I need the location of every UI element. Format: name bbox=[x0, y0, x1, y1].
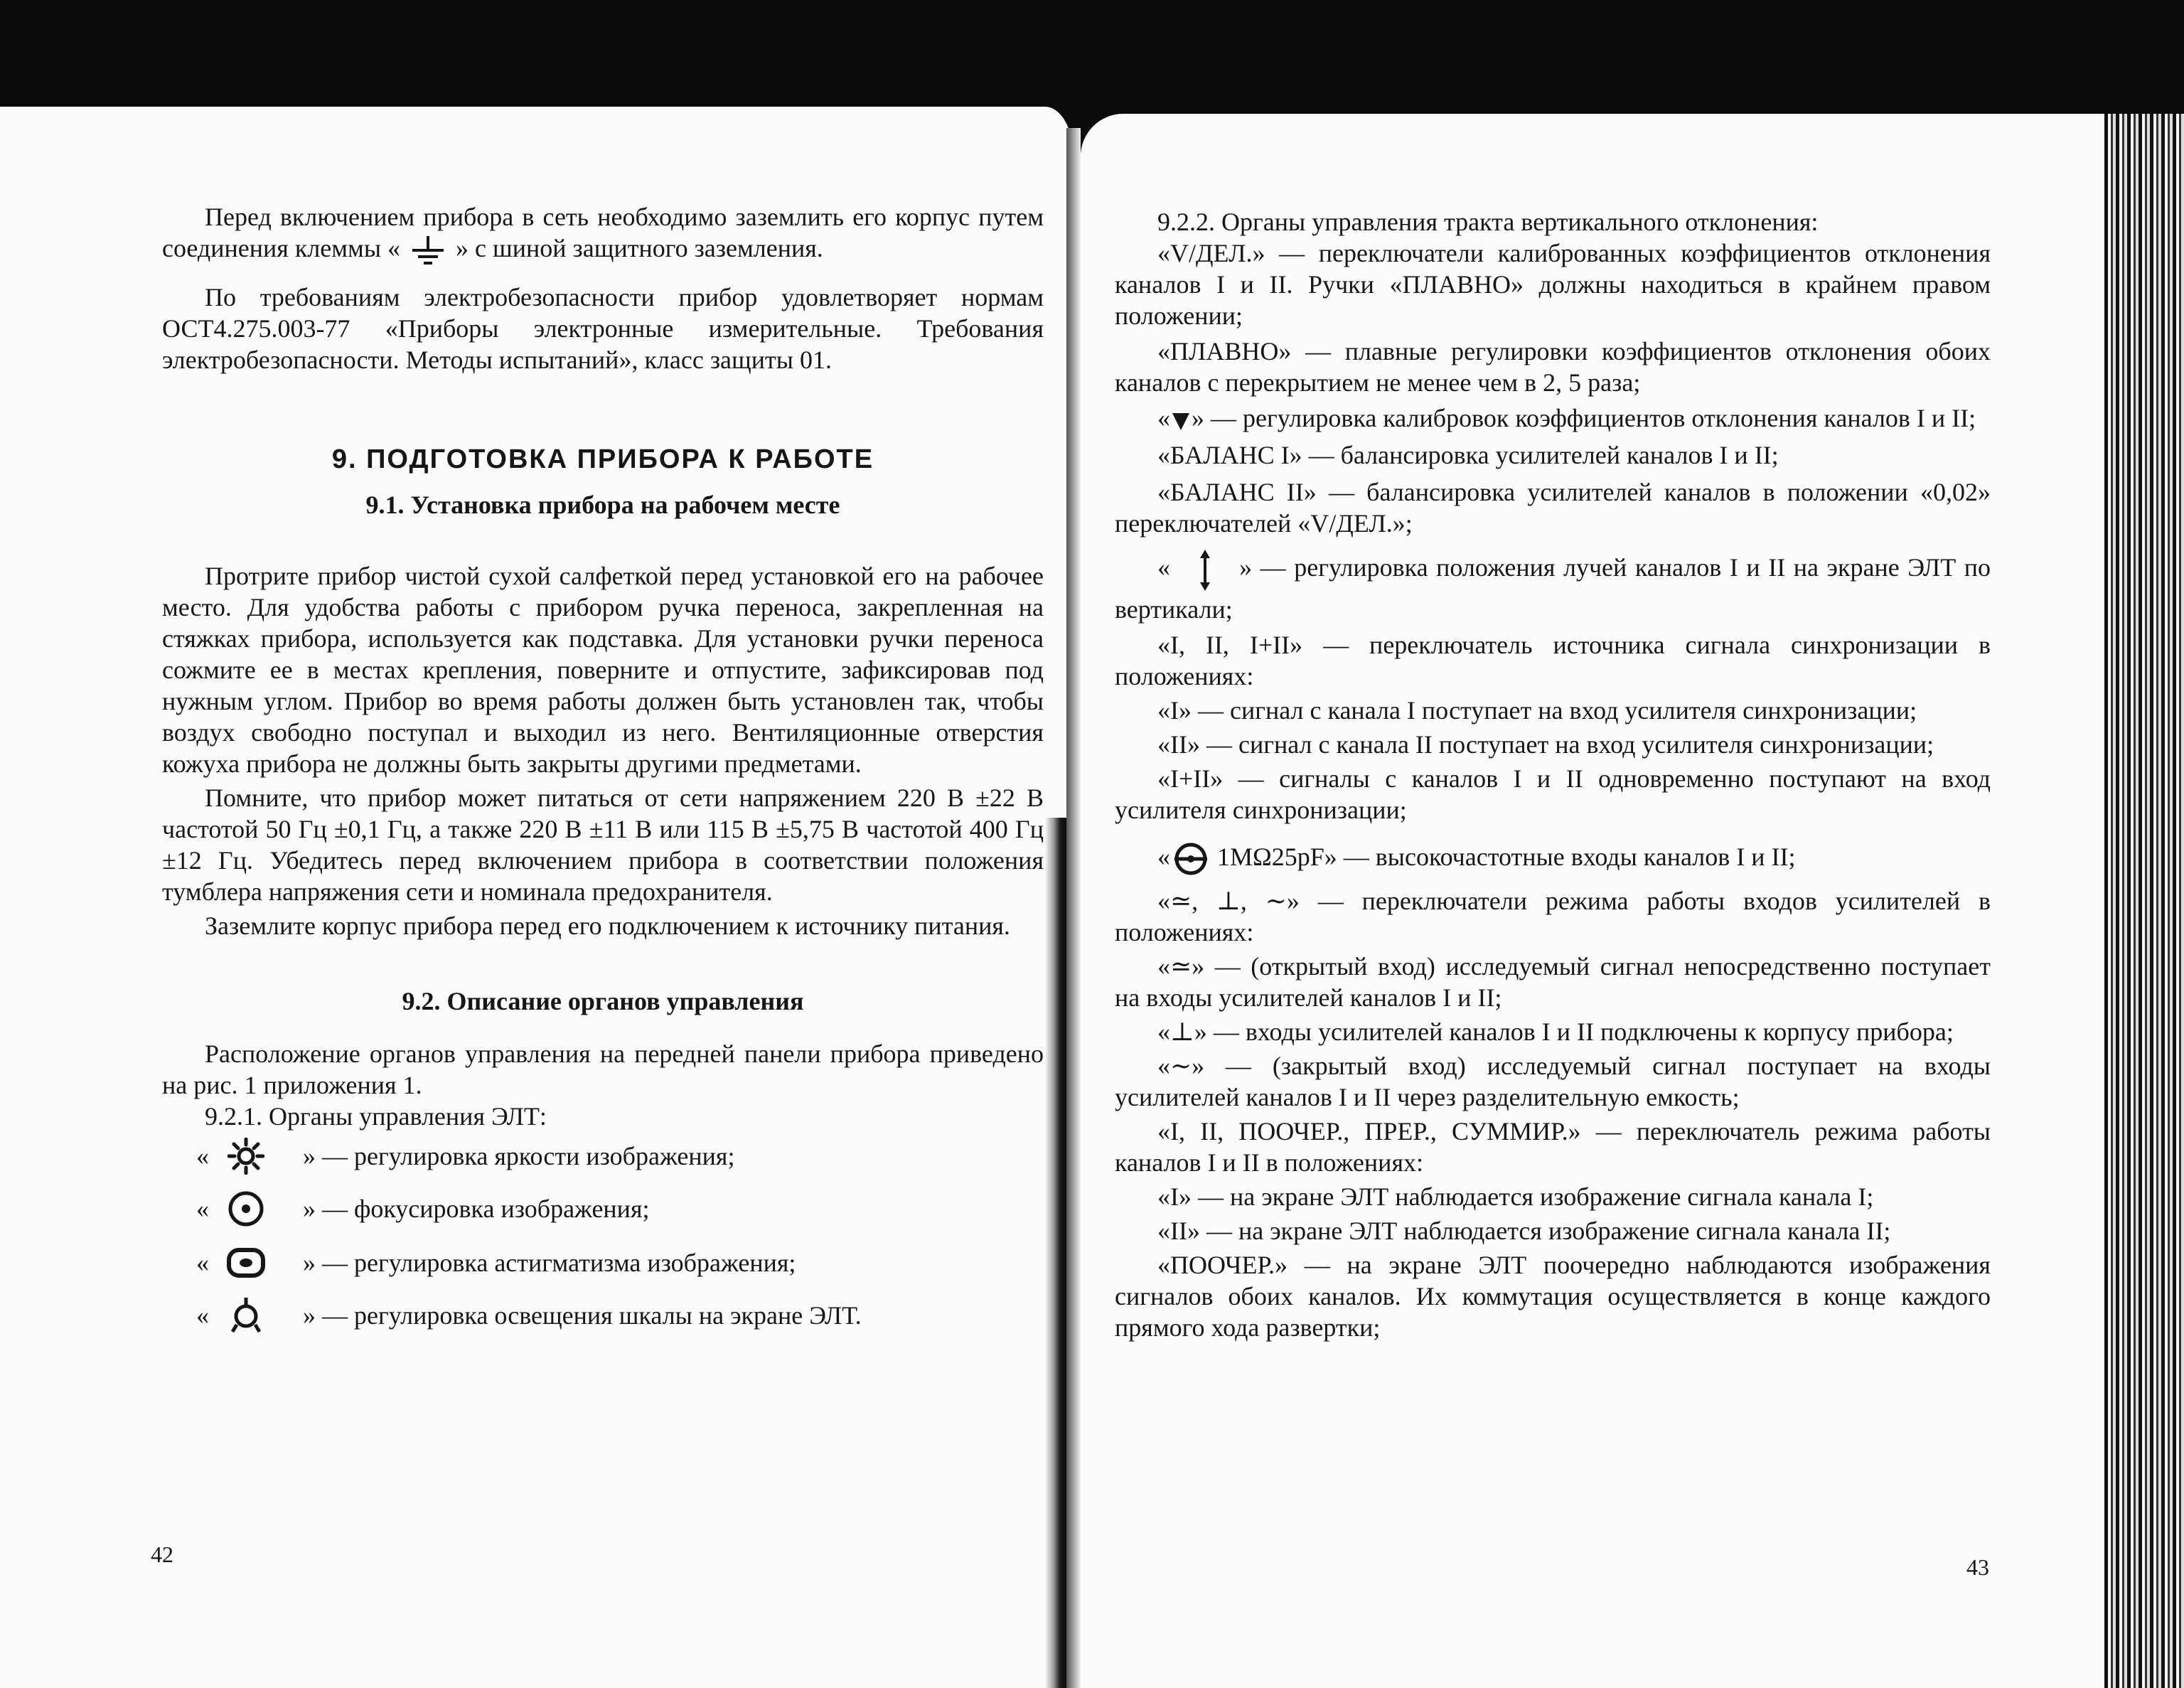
quote-mark: « bbox=[1157, 553, 1170, 582]
control-description: » — фокусировка изображения; bbox=[303, 1194, 650, 1223]
page-number: 43 bbox=[1966, 1554, 1989, 1580]
paragraph-text: 1MΩ25pF» — высокочастотные входы каналов I и II; bbox=[1217, 842, 1796, 871]
paragraph: «I, II, ПООЧЕР., ПРЕР., СУММИР.» — переключатель режима работы каналов I и II в положениях: bbox=[1115, 1117, 1991, 1177]
paragraph bbox=[162, 201, 1044, 267]
quote-mark: « bbox=[196, 1194, 209, 1223]
paragraph: «⊥» — входы усилителей каналов I и II подключены к корпусу прибора; bbox=[1157, 1017, 1954, 1047]
quote-mark: « bbox=[196, 1141, 209, 1170]
paragraph-text: » — регулировка калибровок коэффициентов отклонения каналов I и II; bbox=[1192, 404, 1976, 432]
paragraph: «I+II» — сигналы с каналов I и II одновременно поступают на вход усилителя синхронизации; bbox=[1115, 764, 1991, 824]
subsection-title: 9.2. Описание органов управления bbox=[402, 986, 804, 1015]
paragraph: 9.2.1. Органы управления ЭЛТ: bbox=[205, 1101, 547, 1131]
paragraph: Помните, что прибор может питаться от сети напряжением 220 В ±22 В частотой 50 Гц ±0,1 Гц, а также 220 В ±11 В или 115 В ±5,75 В частотой 400 Гц ±12 Гц. Убедитесь перед включением прибора в соответствии положения тумблера напряжения сети и номинала предохранителя. bbox=[162, 783, 1044, 906]
scale-light-icon bbox=[225, 1294, 267, 1337]
input-connector-icon bbox=[1173, 841, 1209, 877]
quote-mark: « bbox=[196, 1300, 209, 1330]
paragraph: Протрите прибор чистой сухой салфеткой перед установкой его на рабочее место. Для удобства работы с прибором ручка переноса, закрепленная на стяжках прибора, используется как подставка. Для установки ручки переноса сожмите ее в местах крепления, поверните и отпустите, зафиксировав под нужным углом. Прибор во время работы должен быть установлен так, чтобы воздух свободно поступал и выходил из него. Вентиляционные отверстия кожуха прибора не должны быть закрыты другими предметами. bbox=[162, 561, 1044, 778]
book-gutter bbox=[1045, 818, 1066, 1688]
paragraph: «≃» — (открытый вход) исследуемый сигнал непосредственно поступает на входы усилителей каналов I и II; bbox=[1115, 952, 1991, 1013]
left-page-text bbox=[162, 201, 1044, 1337]
paragraph: 9.2.2. Органы управления тракта вертикального отклонения: bbox=[1157, 208, 1819, 236]
paragraph: «V/ДЕЛ.» — переключатели калиброванных коэффициентов отклонения каналов I и II. Ручки «ПЛАВНО» должны находиться в крайнем правом положении; bbox=[1115, 239, 1991, 330]
page-number: 42 bbox=[151, 1542, 173, 1567]
subsection-title: 9.1. Установка прибора на рабочем месте bbox=[365, 490, 840, 519]
focus-icon bbox=[225, 1187, 267, 1230]
control-description: » — регулировка яркости изображения; bbox=[303, 1141, 735, 1170]
paragraph-text: Перед включением прибора в сеть необходимо заземлить его корпус путем соединения клеммы « bbox=[162, 203, 1044, 262]
control-item bbox=[196, 1294, 1044, 1337]
control-description: » — регулировка освещения шкалы на экране ЭЛТ. bbox=[303, 1300, 862, 1330]
book-gutter-shadow bbox=[1066, 128, 1081, 1688]
paragraph: «БАЛАНС I» — балансировка усилителей каналов I и II; bbox=[1157, 441, 1779, 469]
section-title: 9. ПОДГОТОВКА ПРИБОРА К РАБОТЕ bbox=[331, 444, 874, 474]
right-page-text bbox=[1115, 206, 1991, 1343]
paragraph: «≃, ⊥, ∼» — переключатели режима работы входов усилителей в положениях: bbox=[1115, 887, 1991, 947]
control-description: » — регулировка астигматизма изображения; bbox=[303, 1248, 796, 1277]
paragraph: По требованиям электробезопасности прибор удовлетворяет нормам ОСТ4.275.003-77 «Приборы электронные измерительные. Требования электробезопасности. Методы испытаний», класс защиты 01. bbox=[162, 282, 1044, 374]
paragraph-text: » с шиной защитного заземления. bbox=[456, 234, 823, 262]
paragraph: «∼» — (закрытый вход) исследуемый сигнал поступает на входы усилителей каналов I и II через разделительную емкость; bbox=[1115, 1052, 1991, 1112]
paragraph: «ПООЧЕР.» — на экране ЭЛТ поочередно наблюдаются изображения сигналов обоих каналов. Их коммутация осуществляется в конце каждого прямого хода развертки; bbox=[1115, 1251, 1991, 1342]
paragraph: «I» — сигнал с канала I поступает на вход усилителя синхронизации; bbox=[1157, 695, 1917, 725]
quote-mark: « bbox=[1157, 842, 1170, 871]
brightness-icon bbox=[225, 1135, 267, 1177]
page-edges bbox=[2104, 114, 2184, 1688]
paragraph: «I» — на экране ЭЛТ наблюдается изображение сигнала канала I; bbox=[1157, 1182, 1874, 1212]
paragraph: «II» — на экране ЭЛТ наблюдается изображение сигнала канала II; bbox=[1157, 1217, 1891, 1246]
paragraph bbox=[1115, 841, 1991, 877]
paragraph: Расположение органов управления на передней панели прибора приведено на рис. 1 приложения 1. bbox=[162, 1039, 1044, 1099]
calibration-triangle-icon bbox=[1170, 410, 1192, 432]
paragraph-text: » — регулировка положения лучей каналов I и II на экране ЭЛТ по вертикали; bbox=[1115, 553, 1991, 624]
control-item bbox=[196, 1135, 1044, 1177]
paragraph: «ПЛАВНО» — плавные регулировки коэффициентов отклонения обоих каналов с перекрытием не менее чем в 2, 5 раза; bbox=[1115, 337, 1991, 397]
paragraph: «БАЛАНС II» — балансировка усилителей каналов в положении «0,02» переключателей «V/ДЕЛ.»; bbox=[1115, 478, 1991, 538]
quote-mark: « bbox=[196, 1248, 209, 1277]
paragraph: «II» — сигнал с канала II поступает на вход усилителя синхронизации; bbox=[1157, 730, 1934, 759]
quote-mark: « bbox=[1157, 404, 1170, 432]
astigmatism-icon bbox=[225, 1241, 267, 1284]
ground-terminal-icon bbox=[407, 235, 449, 267]
paragraph: Заземлите корпус прибора перед его подключением к источнику питания. bbox=[205, 911, 1010, 940]
control-item bbox=[196, 1187, 1044, 1230]
paragraph bbox=[1115, 402, 1991, 434]
control-item bbox=[196, 1241, 1044, 1284]
paragraph bbox=[1115, 549, 1991, 628]
paragraph: «I, II, I+II» — переключатель источника сигнала синхронизации в положениях: bbox=[1115, 630, 1991, 690]
vertical-position-icon bbox=[1197, 550, 1213, 591]
